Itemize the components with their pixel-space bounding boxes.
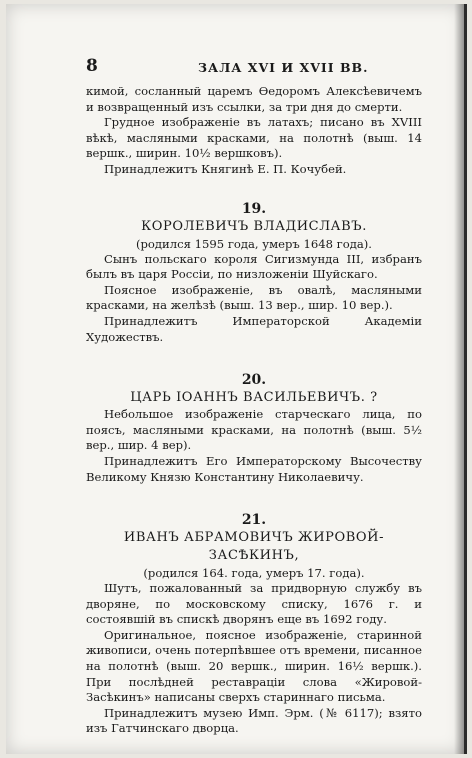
page-body: [86, 84, 422, 737]
entry-number: 20.: [241, 372, 267, 389]
entry-paragraph: Принадлежитъ музею Имп. Эрм. (№ 6117); взято изъ Гатчинскаго дворца.: [86, 705, 422, 736]
entry-dates: (родился 1595 года, умеръ 1648 года).: [135, 236, 372, 251]
entry-paragraph: Небольшое изображеніе старческаго лица, по поясъ, масляными красками, на полотнѣ (выш. 5½ вер., шир. 4 вер).: [86, 407, 422, 453]
intro-continuation: кимой, сосланный царемъ Ѳедоромъ Алексѣевичемъ и возвращенный изъ ссылки, за три дня до смерти.: [86, 84, 422, 114]
entry-21: [86, 511, 422, 737]
entry-dates: (родился 164. года, умеръ 17. года).: [143, 566, 365, 581]
entry-20: [86, 371, 422, 485]
page-number: 8: [86, 56, 98, 76]
entry-title: ИВАНЪ АБРАМОВИЧЪ ЖИРОВОЙ-ЗАСѢКИНЪ,: [123, 530, 385, 564]
entry-paragraph: Сынъ польскаго короля Сигизмунда III, избранъ былъ въ царя Россіи, по низложеніи Шуйскаго.: [86, 251, 422, 282]
entry-paragraph: Оригинальное, поясное изображеніе, старинной живописи, очень потерпѣвшее отъ времени, писанное на полотнѣ (выш. 20 вершк., ширин. 16½ вершк.). При послѣдней реставраціи слова «Жировой-Засѣкинъ» написаны сверхъ стариннаго письма.: [86, 627, 422, 705]
intro-description: Грудное изображеніе въ латахъ; писано въ XVIII вѣкѣ, масляными красками, на полотнѣ (выш. 14 вершк., ширин. 10½ вершковъ).: [86, 115, 422, 161]
entry-number: 19.: [241, 200, 267, 217]
entry-title: КОРОЛЕВИЧЪ ВЛАДИСЛАВЪ.: [141, 218, 367, 234]
entry-paragraph: Принадлежитъ Императорской Академіи Художествъ.: [86, 313, 422, 344]
book-page: [6, 4, 467, 754]
running-head: ЗАЛА XVI И XVII ВВ.: [198, 60, 369, 75]
page-header: [86, 58, 416, 78]
entry-number: 21.: [241, 512, 267, 529]
entry-paragraph: Поясное изображеніе, въ овалѣ, масляными красками, на желѣзѣ (выш. 13 вер., шир. 10 вер.).: [86, 282, 422, 313]
entry-title: ЦАРЬ ІОАННЪ ВАСИЛЬЕВИЧЪ. ?: [130, 390, 378, 406]
entry-19: [86, 200, 422, 346]
entry-paragraph: Шутъ, пожалованный за придворную службу въ дворяне, по московскому списку, 1676 г. и состоявшій въ спискѣ дворянъ еще въ 1692 году.: [86, 581, 422, 627]
entry-paragraph: Принадлежитъ Его Императорскому Высочеству Великому Князю Константину Николаевичу.: [86, 453, 422, 484]
intro-owner: Принадлежитъ Княгинѣ Е. П. Кочубей.: [104, 161, 347, 176]
